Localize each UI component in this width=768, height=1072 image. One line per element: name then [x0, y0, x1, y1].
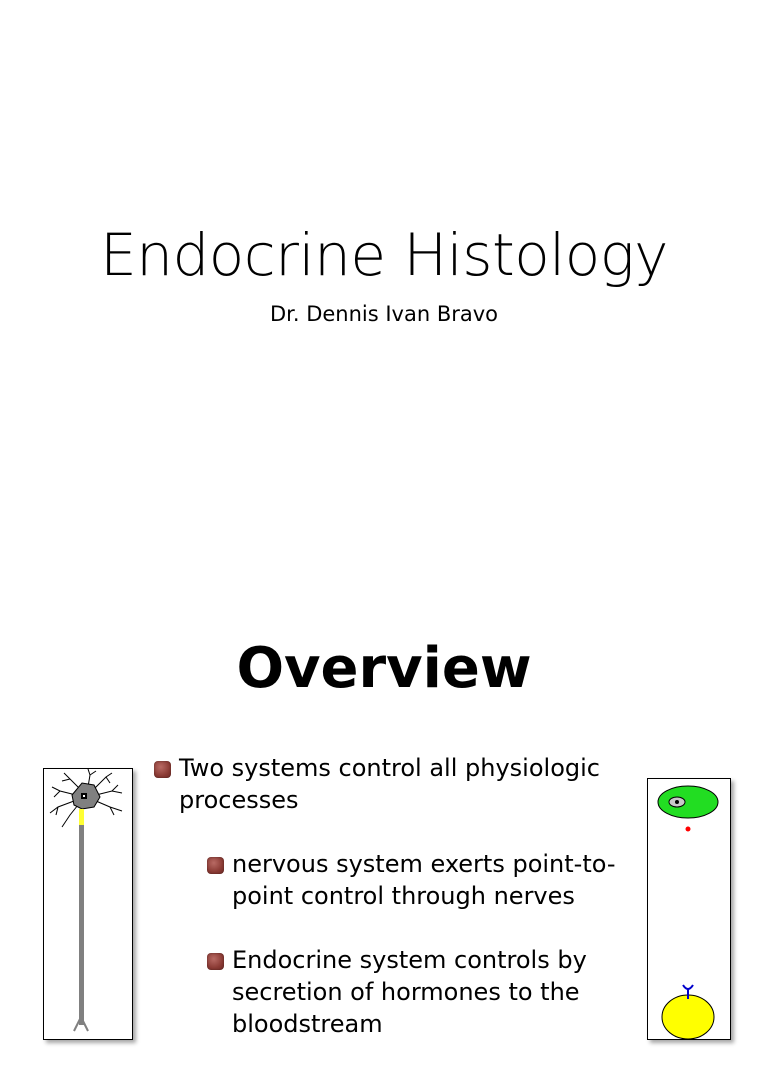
bullet-item	[150, 752, 620, 816]
bullet-square-icon	[154, 761, 171, 778]
bullet-square-icon	[207, 857, 224, 874]
bullet-text: Two systems control all physiologic processes	[179, 754, 600, 814]
bullet-text: nervous system exerts point-to-point control through nerves	[232, 850, 616, 910]
endocrine-figure	[647, 778, 731, 1040]
slide-subtitle: Dr. Dennis Ivan Bravo	[269, 302, 499, 326]
neuron-icon	[44, 769, 132, 1039]
neuron-figure	[43, 768, 133, 1040]
slide-title: Endocrine Histology	[100, 221, 668, 289]
bullet-square-icon	[207, 953, 224, 970]
bullet-list	[150, 752, 620, 1072]
endocrine-cell-icon	[648, 779, 730, 1039]
sub-bullet-item	[203, 848, 620, 912]
sub-bullet-item	[203, 944, 620, 1040]
bullet-text: Endocrine system controls by secretion of hormones to the bloodstream	[232, 946, 587, 1038]
overview-title: Overview	[236, 636, 532, 701]
